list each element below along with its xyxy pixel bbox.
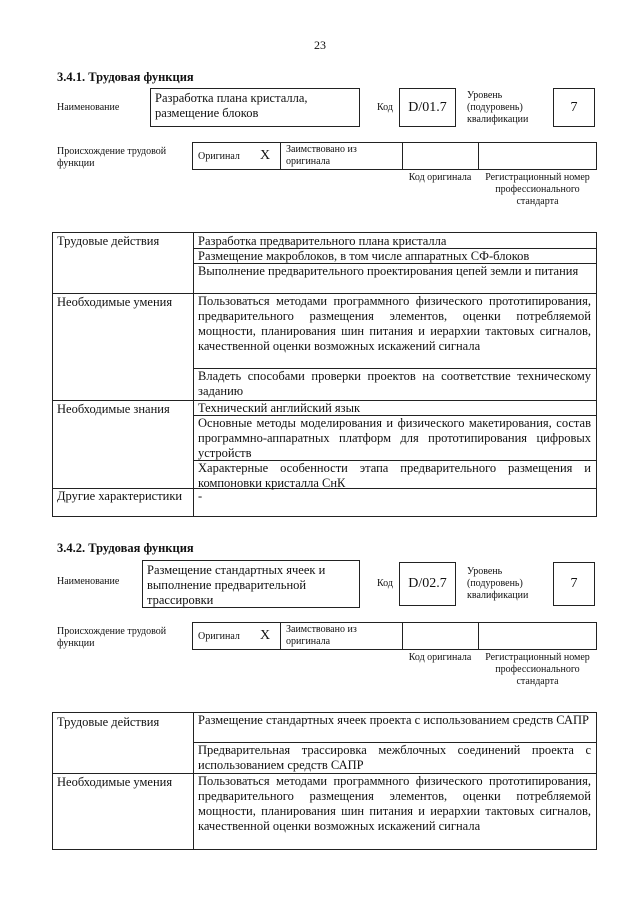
borrowed-label: Заимствовано из оригинала bbox=[286, 144, 357, 167]
row-label-skills: Необходимые умения bbox=[57, 775, 173, 789]
table-cell: - bbox=[198, 489, 203, 503]
name-label: Наименование bbox=[57, 576, 120, 587]
reg-number-label: Регистрационный номер профессионального стандарта bbox=[485, 172, 590, 207]
code-box bbox=[399, 562, 456, 606]
table-cell: Характерные особенности этапа предварительного размещения и компоновки кристалла СнК bbox=[198, 461, 591, 490]
original-mark: X bbox=[260, 148, 271, 163]
code-box bbox=[399, 88, 456, 127]
section-heading: 3.4.1. Трудовая функция bbox=[57, 70, 194, 84]
original-label: Оригинал bbox=[198, 631, 240, 642]
row-label-knowledge: Необходимые знания bbox=[57, 402, 170, 416]
function-name-box bbox=[142, 560, 360, 608]
level-box bbox=[553, 562, 595, 606]
level-value: 7 bbox=[570, 100, 578, 115]
code-original-label: Код оригинала bbox=[408, 652, 472, 663]
function-name-box bbox=[150, 88, 360, 127]
table-cell: Предварительная трассировка межблочных соединений проекта с использованием средств САПР bbox=[198, 743, 591, 772]
row-label-other: Другие характеристики bbox=[57, 489, 183, 503]
row-label-labor-actions: Трудовые действия bbox=[57, 715, 160, 729]
level-label: Уровень (подуровень) квалификации bbox=[467, 566, 529, 601]
level-box bbox=[553, 88, 595, 127]
level-label: Уровень (подуровень) квалификации bbox=[467, 90, 529, 125]
function-name-value: Размещение стандартных ячеек и выполнение предварительной трассировки bbox=[147, 563, 326, 607]
page-number: 23 bbox=[314, 38, 326, 52]
code-label: Код bbox=[377, 102, 393, 113]
table-cell: Владеть способами проверки проектов на соответствие техническому заданию bbox=[198, 369, 591, 398]
table-cell: Пользоваться методами программного физического прототипирования, предварительного размещения элементов, оценки потребляемой мощности, планирования шин питания и иерархии тактовых сигналов, качественной оценки возможных искажений сигнала bbox=[198, 294, 591, 353]
origin-label: Происхождение трудовой функции bbox=[57, 626, 167, 649]
table-cell: Технический английский язык bbox=[198, 401, 361, 415]
code-value: D/01.7 bbox=[408, 100, 447, 115]
original-label: Оригинал bbox=[198, 151, 240, 162]
code-value: D/02.7 bbox=[408, 576, 447, 591]
table-cell: Разработка предварительного плана кристалла bbox=[198, 234, 447, 248]
origin-label: Происхождение трудовой функции bbox=[57, 146, 167, 169]
code-original-label: Код оригинала bbox=[408, 172, 472, 183]
reg-number-label: Регистрационный номер профессионального стандарта bbox=[485, 652, 590, 687]
name-label: Наименование bbox=[57, 102, 120, 113]
code-label: Код bbox=[377, 578, 393, 589]
table-cell: Размещение макроблоков, в том числе аппаратных СФ-блоков bbox=[198, 249, 530, 263]
table-cell: Размещение стандартных ячеек проекта с использованием средств САПР bbox=[198, 713, 589, 727]
table-cell: Основные методы моделирования и физического макетирования, состав программно-аппаратных платформ для прототипирования цифровых устройств bbox=[198, 416, 591, 460]
borrowed-label: Заимствовано из оригинала bbox=[286, 624, 357, 647]
table-cell: Пользоваться методами программного физического прототипирования, предварительного размещения элементов, оценки потребляемой мощности, планирования шин питания и иерархии тактовых сигналов, качественной оценки возможных искажений сигнала bbox=[198, 774, 591, 833]
original-mark: X bbox=[260, 628, 271, 643]
function-name-value: Разработка плана кристалла, размещение блоков bbox=[155, 91, 308, 120]
level-value: 7 bbox=[570, 576, 578, 591]
row-label-skills: Необходимые умения bbox=[57, 295, 173, 309]
row-label-labor-actions: Трудовые действия bbox=[57, 234, 160, 248]
table-cell: Выполнение предварительного проектирования цепей земли и питания bbox=[198, 264, 579, 278]
section-heading: 3.4.2. Трудовая функция bbox=[57, 541, 194, 555]
